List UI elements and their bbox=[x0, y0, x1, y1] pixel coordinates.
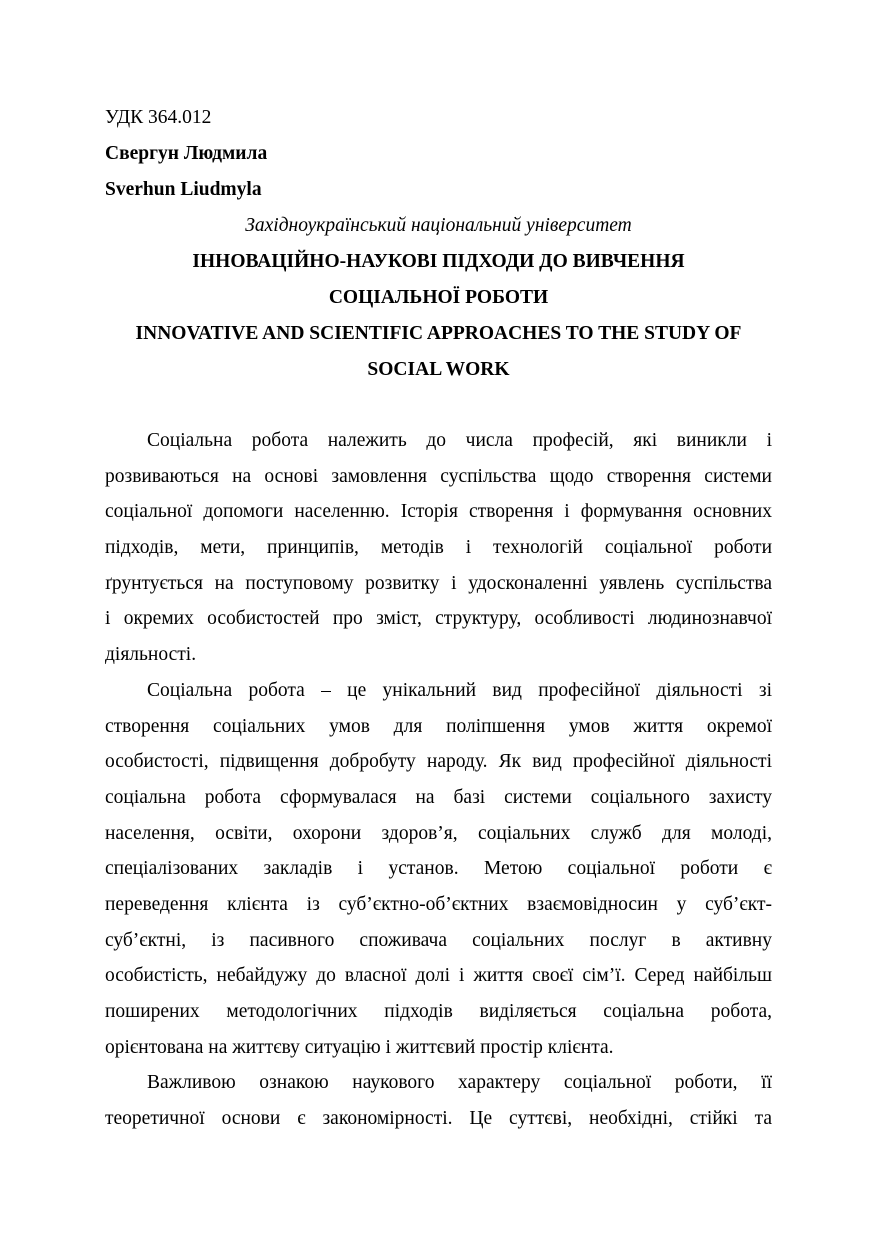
spacer bbox=[105, 388, 772, 423]
paragraph-line: Важливою ознакою наукового характеру соціальної роботи, її bbox=[147, 1072, 772, 1094]
paragraph-line: розвиваються на основі замовлення суспільства щодо створення системи bbox=[105, 465, 772, 487]
paragraph-line: поширених методологічних підходів виділяється соціальна робота, bbox=[105, 1001, 772, 1022]
paragraph-line: соціальна робота сформувалася на базі системи соціального захисту bbox=[105, 786, 772, 808]
title-ua-line-1: ІННОВАЦІЙНО-НАУКОВІ ПІДХОДИ ДО ВИВЧЕННЯ bbox=[192, 251, 685, 272]
title-en-line-1: INNOVATIVE AND SCIENTIFIC APPROACHES TO THE STUDY OF bbox=[135, 323, 742, 344]
paragraph-line: Соціальна робота належить до числа професій, які виникли і bbox=[147, 430, 772, 451]
title-ua-line-2: СОЦІАЛЬНОЇ РОБОТИ bbox=[328, 287, 549, 308]
paragraph-line: спеціалізованих закладів і установ. Метою соціальної роботи є bbox=[105, 858, 772, 880]
paragraph-1 bbox=[105, 423, 772, 673]
paragraph-line: орієнтована на життєву ситуацію і життєвий простір клієнта. bbox=[105, 1036, 614, 1058]
paragraph-line: діяльності. bbox=[105, 644, 197, 666]
affiliation: Західноукраїнський національний університет bbox=[245, 215, 632, 236]
paragraph-line: особистості, підвищення добробуту народу. Як вид професійної діяльності bbox=[105, 751, 772, 773]
paragraph-line: Соціальна робота – це унікальний вид професійної діяльності зі bbox=[147, 679, 772, 701]
paragraph-line: населення, освіти, охорони здоров’я, соціальних служб для молоді, bbox=[105, 822, 772, 844]
paragraph-line: створення соціальних умов для поліпшення умов життя окремої bbox=[105, 715, 772, 737]
paragraph-line: теоретичної основи є закономірності. Це суттєві, необхідні, стійкі та bbox=[105, 1108, 772, 1130]
title-en-line-2: SOCIAL WORK bbox=[367, 359, 510, 380]
paragraph-line: суб’єктні, із пасивного споживача соціальних послуг в активну bbox=[105, 929, 772, 951]
paragraph-line: особистість, небайдужу до власної долі і життя своєї сім’ї. Серед найбільш bbox=[105, 965, 772, 987]
page-content bbox=[105, 100, 772, 1137]
paragraph-line: переведення клієнта із суб’єктно-об’єктних взаємовідносин у суб’єкт- bbox=[105, 893, 772, 915]
paragraph-line: соціальної допомоги населенню. Історія створення і формування основних bbox=[105, 501, 772, 523]
udc-code: УДК 364.012 bbox=[105, 107, 212, 128]
paragraph-3 bbox=[105, 1065, 772, 1136]
article-header bbox=[105, 100, 772, 388]
paragraph-line: ґрунтується на поступовому розвитку і удосконаленні уявлень суспільства bbox=[105, 572, 772, 594]
paragraph-2 bbox=[105, 673, 772, 1066]
paragraph-line: і окремих особистостей про зміст, структуру, особливості людинознавчої bbox=[105, 608, 772, 630]
paragraph-line: підходів, мети, принципів, методів і технологій соціальної роботи bbox=[105, 537, 772, 559]
author-name-ua: Свергун Людмила bbox=[105, 143, 268, 164]
author-name-en: Sverhun Liudmyla bbox=[105, 179, 262, 200]
